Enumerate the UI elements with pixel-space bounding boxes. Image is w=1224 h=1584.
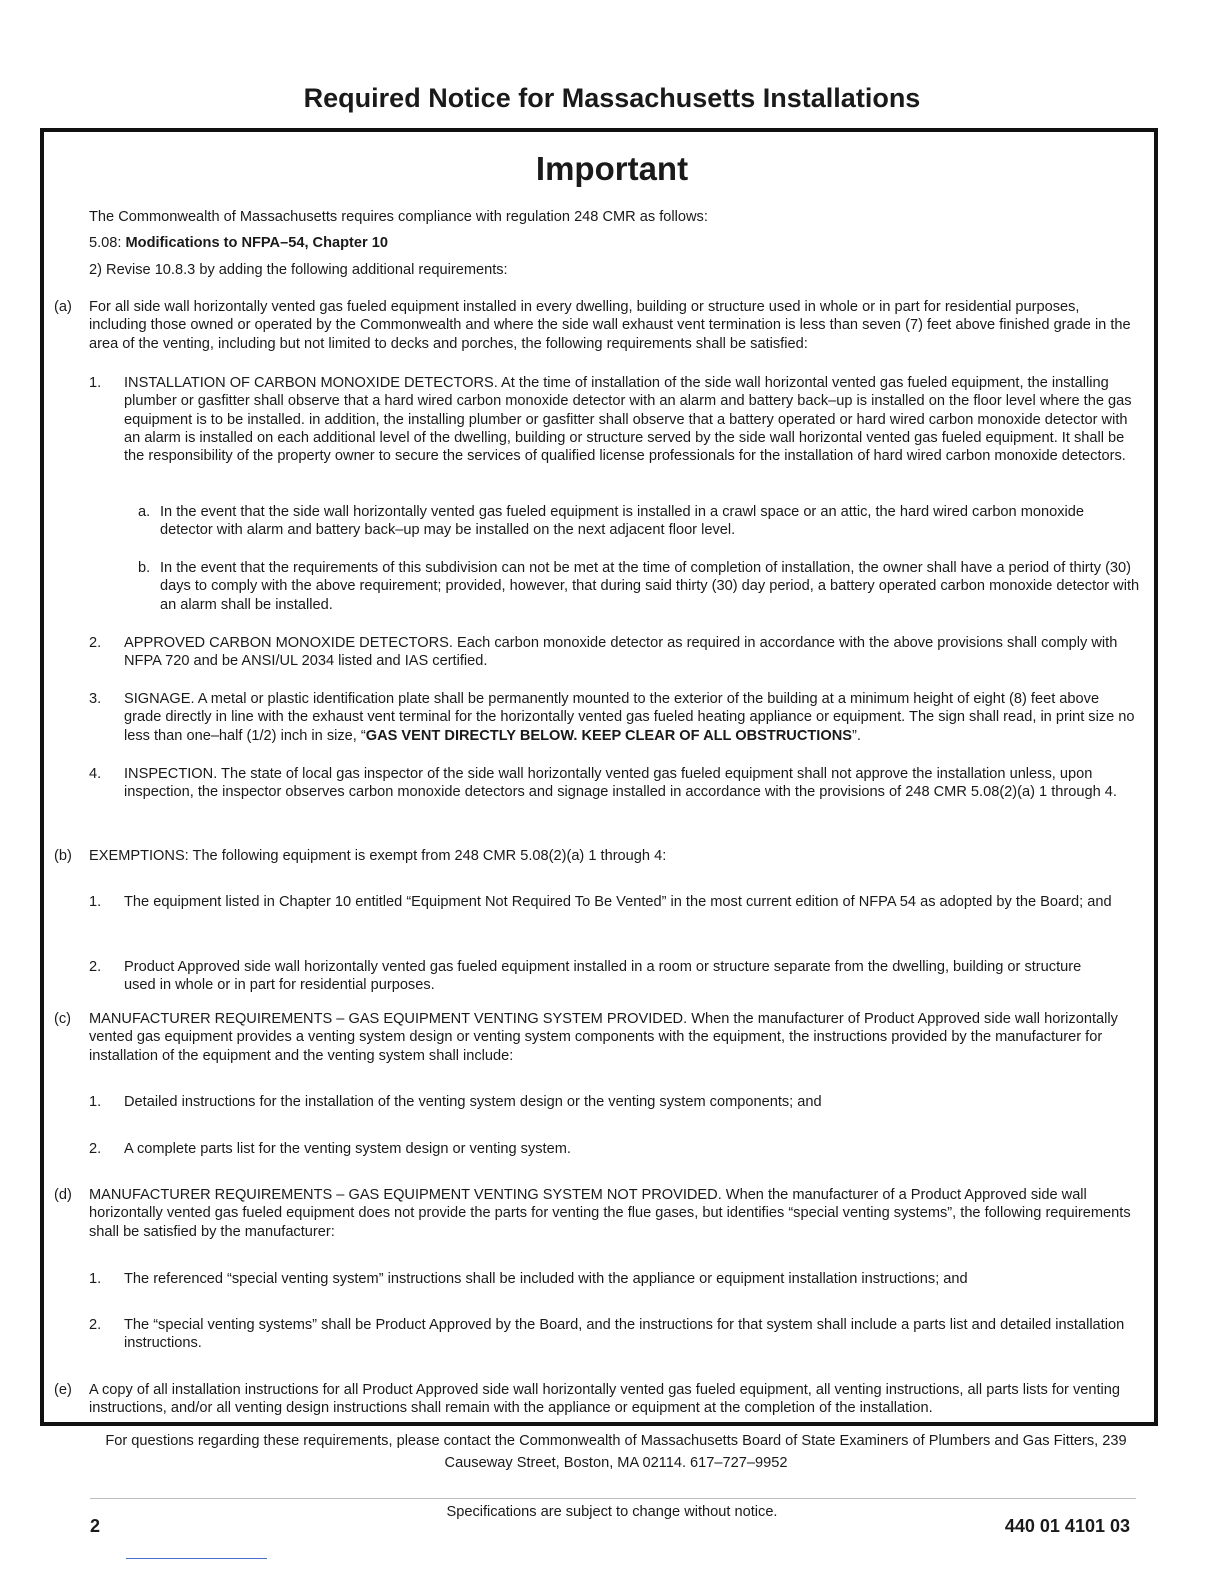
page-number: 2: [90, 1516, 101, 1536]
sub-item-crawl-space: In the event that the side wall horizontally vented gas fueled equipment is installed in a crawl space or an attic, the hard wired carbon monoxide detector with alarm and battery back–up may be installed on the next adjacent floor level.: [160, 504, 1084, 539]
item-number: 2.: [89, 635, 102, 651]
clause-label-d: (d): [54, 1187, 72, 1203]
section-title: Modifications to NFPA–54, Chapter 10: [125, 235, 388, 251]
revise-line: 2) Revise 10.8.3 by adding the following additional requirements:: [89, 262, 508, 278]
clause-b-text: EXEMPTIONS: The following equipment is exempt from 248 CMR 5.08(2)(a) 1 through 4:: [89, 848, 667, 864]
document-number: 440 01 4101 03: [1004, 1516, 1130, 1536]
item-number: 1.: [89, 375, 102, 391]
clause-label-c: (c): [54, 1011, 72, 1027]
clause-a-text: For all side wall horizontally vented gas fueled equipment installed in every dwelling, building or structure used in whole or in part for residential purposes, including those owned or operated by the Commonwealth and where the side wall exhaust vent termination is less than seven (7) feet above finished grade in the area of the venting, including but not limited to decks and porches, the following requirements shall be satisfied:: [89, 299, 1131, 352]
item-number: 1.: [89, 1094, 102, 1110]
sub-item-thirty-days: In the event that the requirements of this subdivision can not be met at the time of completion of installation, the owner shall have a period of thirty (30) days to comply with the above requirement; provided, however, that during said thirty (30) day period, a battery operated carbon monoxide detector with an alarm shall be installed.: [160, 560, 1140, 613]
item-number: 3.: [89, 691, 102, 707]
item-co-detectors: INSTALLATION OF CARBON MONOXIDE DETECTORS. At the time of installation of the side wall horizontal vented gas fueled equipment, the installing plumber or gasfitter shall observe that a hard wired carbon monoxide detector with an alarm and battery back–up is installed on the floor level where the gas equipment is to be installed. in addition, the installing plumber or gasfitter shall observe that a battery operated or hard wired carbon monoxide detector with an alarm is installed on each additional level of the dwelling, building or structure served by the side wall horizontal vented gas fueled equipment. It shall be the responsibility of the property owner to secure the services of qualified license professionals for the installation of hard wired carbon monoxide detectors.: [124, 375, 1132, 465]
item-signage: SIGNAGE. A metal or plastic identification plate shall be permanently mounted to the exterior of the building at a minimum height of eight (8) feet above grade directly in line with the exhaust vent terminal for the horizontally vented gas fueled heating appliance or equipment. The sign shall read, in print size no less than one–half (1/2) inch in size, “GAS VENT DIRECTLY BELOW. KEEP CLEAR OF ALL OBSTRUCTIONS”.: [124, 691, 1135, 744]
sub-item-letter: a.: [138, 504, 151, 520]
item-special-instructions: The referenced “special venting system” instructions shall be included with the appliance or equipment installation instructions; and: [124, 1271, 968, 1287]
item-special-approved: The “special venting systems” shall be Product Approved by the Board, and the instructions for that system shall include a parts list and detailed installation instructions.: [124, 1317, 1125, 1352]
item-number: 4.: [89, 766, 102, 782]
section-number: 5.08:: [89, 235, 126, 251]
clause-c-text: MANUFACTURER REQUIREMENTS – GAS EQUIPMENT VENTING SYSTEM PROVIDED. When the manufacturer of Product Approved side wall horizontally vented gas equipment provides a venting system design or venting system components with the equipment, the instructions provided by the manufacturer for installation of the equipment and the venting system shall include:: [89, 1011, 1118, 1064]
signage-text: GAS VENT DIRECTLY BELOW. KEEP CLEAR OF ALL OBSTRUCTIONS: [365, 727, 852, 744]
item-number: 1.: [89, 1271, 102, 1287]
link-underline: [126, 1558, 267, 1559]
item-inspection: INSPECTION. The state of local gas inspector of the side wall horizontally vented gas fueled equipment shall not approve the installation unless, upon inspection, the inspector observes carbon monoxide detectors and signage installed in accordance with the provisions of 248 CMR 5.08(2)(a) 1 through 4.: [124, 766, 1117, 801]
item-detailed-instructions: Detailed instructions for the installation of the venting system design or the venting system components; and: [124, 1094, 822, 1110]
clause-label-b: (b): [54, 848, 72, 864]
item-number: 2.: [89, 1317, 102, 1333]
contact-note: For questions regarding these requirements, please contact the Commonwealth of Massachusetts Board of State Examiners of Plumbers and Gas Fitters, 239 Causeway Street, Boston, MA 02114. 617–727–9952: [105, 1433, 1127, 1471]
item-number: 2.: [89, 959, 102, 975]
intro-line: The Commonwealth of Massachusetts requires compliance with regulation 248 CMR as follows:: [89, 209, 708, 225]
sub-item-letter: b.: [138, 560, 151, 576]
footer-divider: [90, 1498, 1136, 1499]
clause-label-a: (a): [54, 299, 72, 315]
item-approved-detectors: APPROVED CARBON MONOXIDE DETECTORS. Each carbon monoxide detector as required in accordance with the above provisions shall comply with NFPA 720 and be ANSI/UL 2034 listed and IAS certified.: [124, 635, 1118, 670]
item-exempt-equipment: The equipment listed in Chapter 10 entitled “Equipment Not Required To Be Vented” in the most current edition of NFPA 54 as adopted by the Board; and: [124, 894, 1112, 910]
section-heading: [89, 234, 1139, 252]
item-number: 2.: [89, 1141, 102, 1157]
spec-note: Specifications are subject to change without notice.: [446, 1504, 778, 1520]
item-number: 1.: [89, 894, 102, 910]
item-parts-list: A complete parts list for the venting system design or venting system.: [124, 1141, 571, 1157]
clause-label-e: (e): [54, 1382, 72, 1398]
item-exempt-product: Product Approved side wall horizontally vented gas fueled equipment installed in a room or structure separate from the dwelling, building or structure used in whole or in part for residential purposes.: [124, 959, 1082, 994]
important-heading: Important: [535, 150, 689, 187]
page-title: Required Notice for Massachusetts Installations: [303, 83, 921, 113]
clause-e-text: A copy of all installation instructions for all Product Approved side wall horizontally vented gas fueled equipment, all venting instructions, all parts lists for venting instructions, and/or all venting design instructions shall remain with the appliance or equipment at the completion of the installation.: [89, 1382, 1121, 1417]
clause-d-text: MANUFACTURER REQUIREMENTS – GAS EQUIPMENT VENTING SYSTEM NOT PROVIDED. When the manufacturer of a Product Approved side wall horizontally vented gas fueled equipment does not provide the parts for venting the flue gases, but identifies “special venting systems”, the following requirements shall be satisfied by the manufacturer:: [89, 1187, 1131, 1240]
